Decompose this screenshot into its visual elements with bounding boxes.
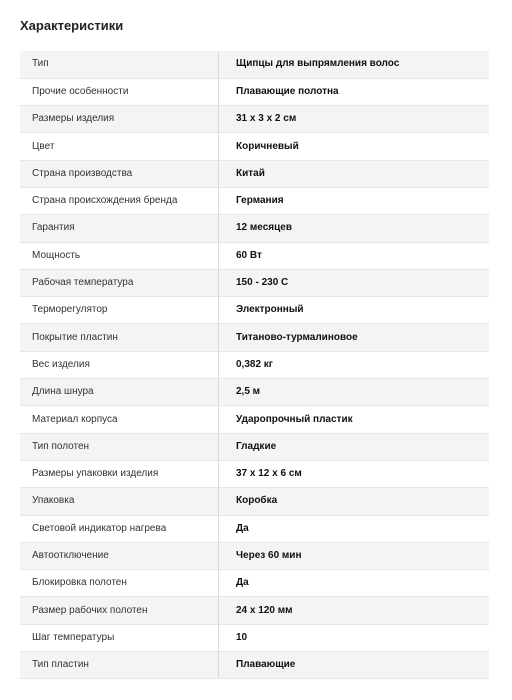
spec-value: Щипцы для выпрямления волос xyxy=(219,51,490,78)
spec-value: Электронный xyxy=(219,297,490,324)
spec-row xyxy=(20,51,489,78)
spec-label: Материал корпуса xyxy=(20,406,219,433)
spec-row xyxy=(20,78,489,105)
spec-row xyxy=(20,297,489,324)
spec-row xyxy=(20,406,489,433)
spec-value: 2,5 м xyxy=(219,379,490,406)
spec-row xyxy=(20,215,489,242)
spec-label: Тип пластин xyxy=(20,652,219,679)
spec-label: Прочие особенности xyxy=(20,78,219,105)
spec-value: Ударопрочный пластик xyxy=(219,406,490,433)
spec-value: Плавающие полотна xyxy=(219,78,490,105)
spec-value: Китай xyxy=(219,160,490,187)
spec-label: Упаковка xyxy=(20,488,219,515)
specs-table xyxy=(20,51,489,679)
spec-value: Титаново-турмалиновое xyxy=(219,324,490,351)
spec-row xyxy=(20,542,489,569)
section-title: Характеристики xyxy=(20,18,124,33)
spec-label: Блокировка полотен xyxy=(20,570,219,597)
spec-value: 60 Вт xyxy=(219,242,490,269)
spec-row xyxy=(20,351,489,378)
spec-label: Вес изделия xyxy=(20,351,219,378)
spec-value: Коричневый xyxy=(219,133,490,160)
spec-row xyxy=(20,515,489,542)
spec-label: Размер рабочих полотен xyxy=(20,597,219,624)
spec-row xyxy=(20,160,489,187)
spec-row xyxy=(20,324,489,351)
spec-row xyxy=(20,269,489,296)
spec-label: Световой индикатор нагрева xyxy=(20,515,219,542)
spec-value: 10 xyxy=(219,624,490,651)
spec-label: Длина шнура xyxy=(20,379,219,406)
spec-row xyxy=(20,379,489,406)
spec-value: Гладкие xyxy=(219,433,490,460)
spec-row xyxy=(20,106,489,133)
spec-row xyxy=(20,133,489,160)
spec-row xyxy=(20,624,489,651)
spec-value: Через 60 мин xyxy=(219,542,490,569)
spec-label: Цвет xyxy=(20,133,219,160)
spec-value: Да xyxy=(219,570,490,597)
spec-value: 0,382 кг xyxy=(219,351,490,378)
spec-label: Страна происхождения бренда xyxy=(20,187,219,214)
spec-row xyxy=(20,242,489,269)
spec-label: Мощность xyxy=(20,242,219,269)
spec-value: 37 x 12 x 6 см xyxy=(219,460,490,487)
spec-value: Плавающие xyxy=(219,652,490,679)
spec-row xyxy=(20,433,489,460)
spec-label: Гарантия xyxy=(20,215,219,242)
specs-table-body xyxy=(20,51,489,679)
spec-row xyxy=(20,187,489,214)
spec-label: Терморегулятор xyxy=(20,297,219,324)
spec-label: Страна производства xyxy=(20,160,219,187)
spec-label: Тип полотен xyxy=(20,433,219,460)
spec-value: 24 x 120 мм xyxy=(219,597,490,624)
spec-value: 12 месяцев xyxy=(219,215,490,242)
spec-value: 150 - 230 С xyxy=(219,269,490,296)
spec-label: Автоотключение xyxy=(20,542,219,569)
spec-value: Германия xyxy=(219,187,490,214)
spec-label: Размеры изделия xyxy=(20,106,219,133)
spec-row xyxy=(20,652,489,679)
spec-label: Покрытие пластин xyxy=(20,324,219,351)
spec-row xyxy=(20,488,489,515)
spec-value: Коробка xyxy=(219,488,490,515)
spec-row xyxy=(20,460,489,487)
spec-label: Шаг температуры xyxy=(20,624,219,651)
spec-value: Да xyxy=(219,515,490,542)
spec-row xyxy=(20,570,489,597)
spec-value: 31 x 3 x 2 см xyxy=(219,106,490,133)
spec-row xyxy=(20,597,489,624)
spec-label: Тип xyxy=(20,51,219,78)
spec-label: Размеры упаковки изделия xyxy=(20,460,219,487)
spec-label: Рабочая температура xyxy=(20,269,219,296)
